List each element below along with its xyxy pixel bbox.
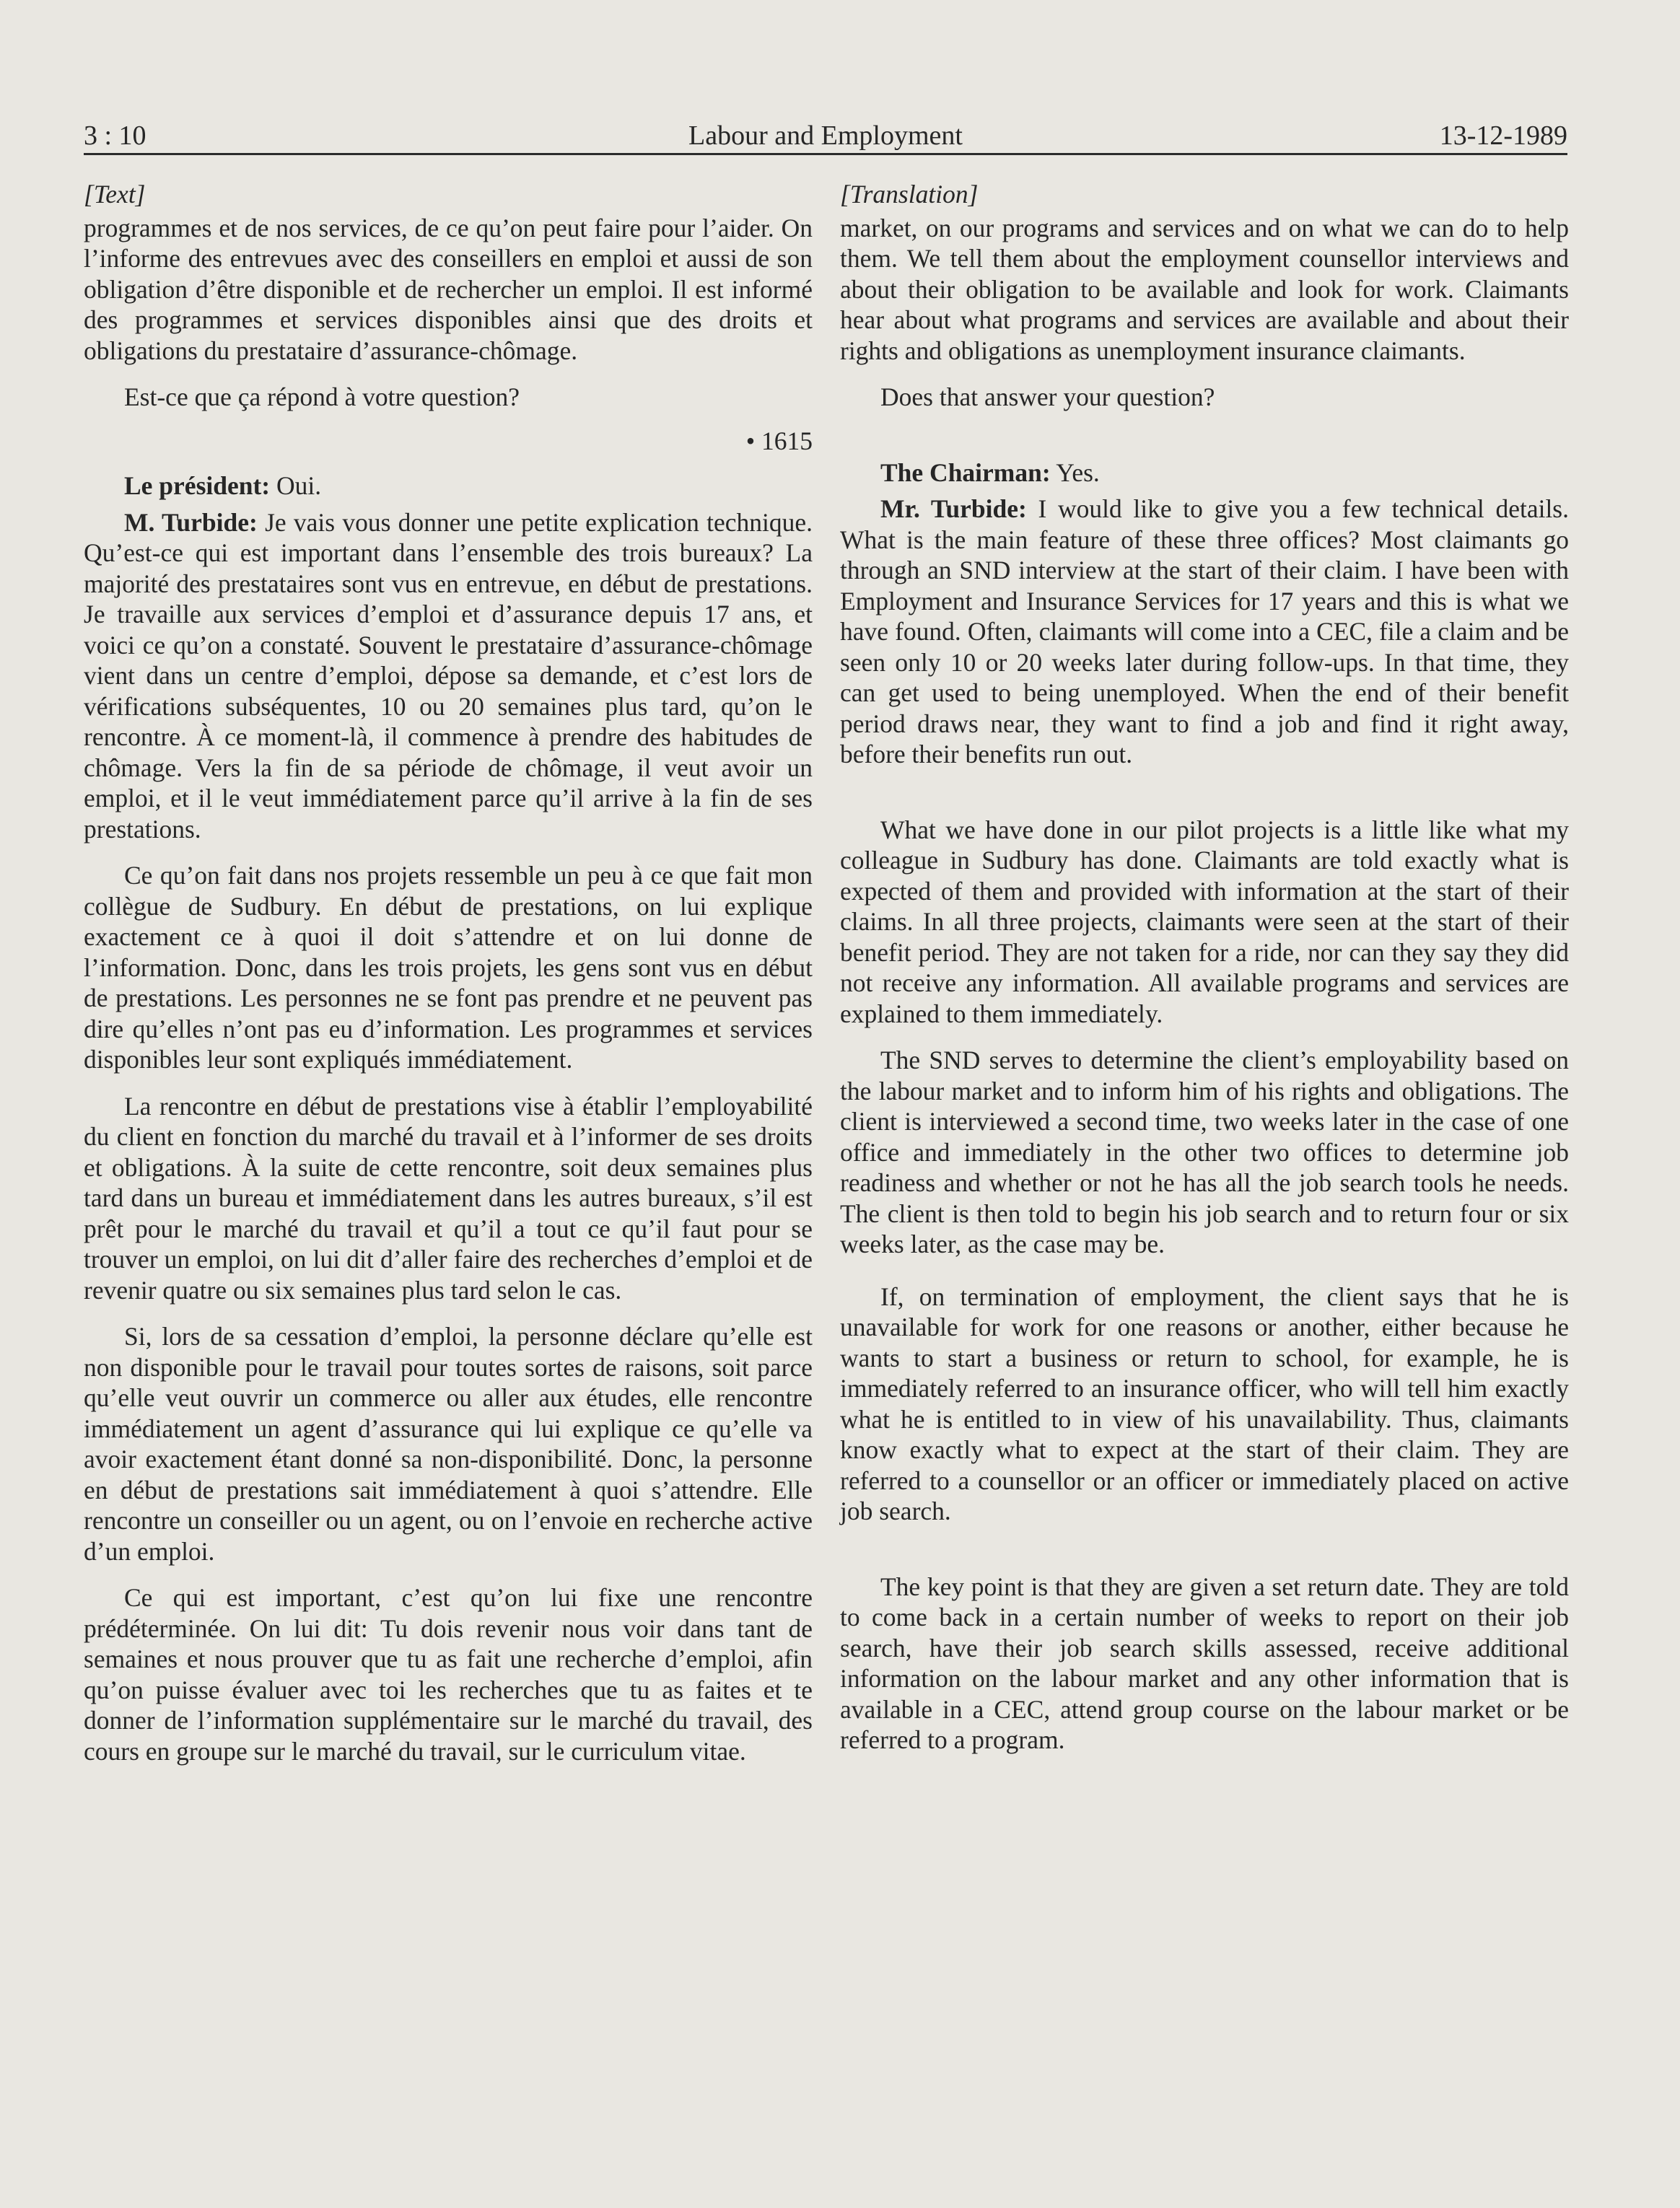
- paragraph: Est-ce que ça répond à votre question?: [124, 382, 520, 411]
- paragraph: The key point is that they are given a set return date. They are told to come back in a certain number of weeks to report on their job search, have their job search skills assessed, receive additional information on the labour market and any other information that is available in a CEC, attend group course on the labour market or be referred to a program.: [840, 1572, 1569, 1754]
- english-column: [840, 179, 1569, 1756]
- french-column: [84, 179, 813, 1766]
- paragraph: [84, 507, 813, 845]
- paragraph: [840, 457, 1569, 489]
- speech-text: Oui.: [270, 471, 322, 500]
- speech-text: Yes.: [1050, 457, 1100, 487]
- session-date: 13-12-1989: [1439, 121, 1567, 151]
- page-number: 3 : 10: [84, 121, 146, 151]
- paragraph: Ce qui est important, c’est qu’on lui fixe une rencontre prédéterminée. On lui dit: Tu dois revenir nous voir dans tant de semaines et nous prouver que tu as fait une recherche d’emploi, afin qu’on puisse évaluer avec toi les recherches que tu as faites et te donner de l’information supplémentaire sur le marché du travail, des cours en groupe sur le marché du travail, sur le curriculum vitae.: [84, 1583, 813, 1766]
- paragraph: Si, lors de sa cessation d’emploi, la personne déclare qu’elle est non disponible pour le travail pour toutes sortes de raisons, soit parce qu’elle veut ouvrir un commerce ou aller aux études, elle rencontre immédiatement un agent d’assurance qui lui explique ce qu’elle va avoir exactement étant donné sa non-disponibilité. Donc, la personne en début de prestations sait immédiatement à quoi s’attendre. Elle rencontre un conseiller ou un agent, ou on l’envoie en recherche active d’un emploi.: [84, 1322, 813, 1566]
- paragraph: [840, 494, 1569, 770]
- speaker-name: Mr. Turbide:: [880, 494, 1027, 523]
- speaker-name: Le président:: [124, 471, 271, 500]
- committee-title: Labour and Employment: [688, 121, 963, 151]
- speech-text: Je vais vous donner une petite explication technique. Qu’est-ce qui est important dans l’ensemble des trois bureaux? La majorité des prestataires sont vus en entrevue, en début de prestations. Je travaille aux services d’emploi et d’assurance depuis 17 ans, et voici ce qu’on a constaté. Souvent le prestataire d’assurance-chômage vient dans un centre d’emploi, dépose sa demande, et c’est lors de vérifications subséquentes, 10 ou 20 semaines plus tard, qu’on le rencontre. À ce moment-là, il commence à prendre des habitudes de chômage. Vers la fin de sa période de chômage, il veut avoir un emploi, et il le veut immédiatement parce qu’il arrive à la fin de ses prestations.: [84, 507, 813, 844]
- page-header: [84, 117, 1567, 152]
- paragraph: What we have done in our pilot projects is a little like what my colleague in Sudbury has done. Claimants are told exactly what is expected of them and provided with information at the start of their claims. In all three projects, claimants were seen at the start of their benefit period. They are not taken for a ride, nor can they say they did not receive any information. All available programs and services are explained to them immediately.: [840, 815, 1569, 1028]
- paragraph: [84, 470, 813, 501]
- paragraph: If, on termination of employment, the client says that he is unavailable for work for one reasons or another, either because he wants to start a business or return to school, for example, he is immediately referred to an insurance officer, who will tell him exactly what he is entitled to in view of his unavailability. Thus, claimants know exactly what to expect at the start of their claim. They are referred to a counsellor or an officer or immediately placed on active job search.: [840, 1282, 1569, 1525]
- timestamp-marker: • 1615: [745, 426, 813, 455]
- column-label-text: [Text]: [84, 180, 146, 209]
- speaker-name: The Chairman:: [880, 457, 1051, 487]
- paragraph: market, on our programs and services and on what we can do to help them. We tell them about the employment counsellor interviews and about their obligation to be available and look for work. Claimants hear about what programs and services are available and about their rights and obligations as unemployment insurance claimants.: [840, 213, 1569, 365]
- header-rule: [84, 153, 1567, 155]
- paragraph: The SND serves to determine the client’s employability based on the labour market and to inform him of his rights and obligations. The client is interviewed a second time, two weeks later in the case of one office and immediately in the other two offices to determine job readiness and whether or not he has all the job search tools he needs. The client is then told to begin his job search and to return four or six weeks later, as the case may be.: [840, 1046, 1569, 1258]
- column-label-translation: [Translation]: [840, 180, 979, 209]
- paragraph: La rencontre en début de prestations vise à établir l’employabilité du client en fonction du marché du travail et à l’informer de ses droits et obligations. À la suite de cette rencontre, soit deux semaines plus tard dans un bureau et immédiatement dans les autres bureaux, s’il est prêt pour le marché du travail et qu’il a tout ce qu’il faut pour se trouver un emploi, on lui dit d’aller faire des recherches d’emploi et de revenir quatre ou six semaines plus tard selon le cas.: [84, 1091, 813, 1305]
- speaker-name: M. Turbide:: [124, 507, 258, 537]
- speech-text: I would like to give you a few technical details. What is the main feature of these three offices? Most claimants go through an SND interview at the start of their claim. I have been with Employment and Insurance Services for 17 years and this is what we have found. Often, claimants will come into a CEC, file a claim and be seen only 10 or 20 weeks later during follow-ups. In that time, they can get used to being unemployed. When the end of their benefit period draws near, they want to find a job and find it right away, before their benefits run out.: [840, 494, 1570, 768]
- paragraph: programmes et de nos services, de ce qu’on peut faire pour l’aider. On l’informe des entrevues avec des conseillers en emploi et aussi de son obligation d’être disponible et de rechercher un emploi. Il est informé des programmes et services disponibles ainsi que des droits et obligations du prestataire d’assurance-chômage.: [84, 213, 813, 365]
- paragraph: Does that answer your question?: [880, 382, 1215, 411]
- paragraph: Ce qu’on fait dans nos projets ressemble un peu à ce que fait mon collègue de Sudbury. En début de prestations, on lui explique exactement ce à quoi il doit s’attendre et on lui donne de l’information. Donc, dans les trois projets, les gens sont vus en début de prestations. Les personnes ne se font pas prendre et ne peuvent pas dire qu’elles n’ont pas eu d’information. Les programmes et services disponibles leur sont expliqués immédiatement.: [84, 861, 813, 1074]
